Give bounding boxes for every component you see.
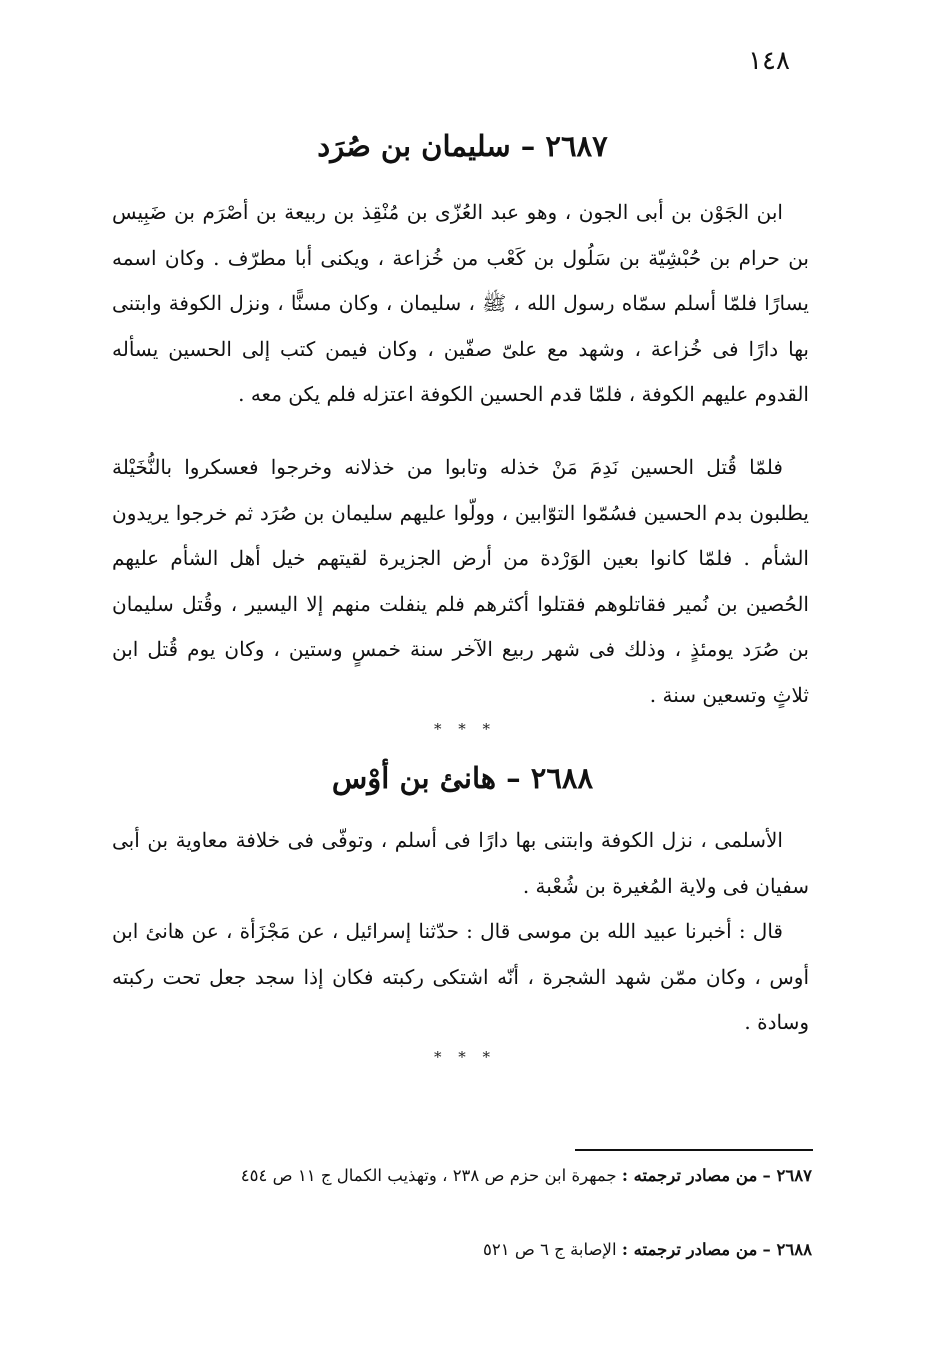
footnote — [112, 1158, 812, 1193]
footnote-label: من مصادر ترجمته : — [621, 1166, 758, 1185]
footnote-text: جمهرة ابن حزم ص ٢٣٨ ، وتهذيب الكمال ج ١١ ص ٤٥٤ — [240, 1166, 617, 1185]
entry-heading: ٢٦٨٨ – هانئ بن أوْس — [331, 761, 594, 795]
section-separator: * * * — [433, 720, 497, 738]
footnote — [112, 1232, 812, 1267]
section-separator: * * * — [433, 1048, 497, 1066]
footnote-label: من مصادر ترجمته : — [621, 1240, 758, 1259]
footnote-divider — [575, 1149, 813, 1151]
entry-paragraph: الأسلمى ، نزل الكوفة وابتنى بها دارًا فى أسلم ، وتوفّى فى خلافة معاوية بن أبى سفيان فى ولاية المُغيرة بن شُعْبة . — [112, 828, 809, 898]
page-number: ١٤٨ — [748, 46, 790, 76]
entry-heading: ٢٦٨٧ – سليمان بن صُرَد — [317, 129, 608, 163]
footnote-number: ٢٦٨٧ – — [762, 1166, 812, 1185]
footnote-text: الإصابة ج ٦ ص ٥٢١ — [483, 1240, 617, 1259]
entry-paragraph: ابن الجَوْن بن أبى الجون ، وهو عبد العُزّى بن مُنْقِذ بن ربيعة بن أصْرَم بن ضَبِيس بن حرام بن حُبْشِيّة بن سَلُول بن كَعْب من خُزاعة ، ويكنى أبا مطرّف . وكان اسمه يسارًا فلمّا أسلم سمّاه رسول الله ، ﷺ ، سليمان ، وكان مسنًّا ، ونزل الكوفة وابتنى بها دارًا فى خُزاعة ، وشهد مع علىّ صفّين ، وكان فيمن كتب إلى الحسين يسأله القدوم عليهم الكوفة ، فلمّا قدم الحسين الكوفة اعتزله فلم يكن معه . — [112, 200, 809, 406]
footnote-number: ٢٦٨٨ – — [762, 1240, 812, 1259]
entry-paragraph: قال : أخبرنا عبيد الله بن موسى قال : حدّثنا إسرائيل ، عن مَجْزَأة ، عن هانئ ابن أوس ، وكان ممّن شهد الشجرة ، أنّه اشتكى ركبته فكان إذا سجد جعل تحت ركبته وسادة . — [112, 919, 810, 1034]
entry-paragraph: فلمّا قُتل الحسين نَدِمَ مَنْ خذله وتابوا من خذلانه وخرجوا فعسكروا بالنُّخَيْلة يطلبون بدم الحسين فسُمّوا التوّابين ، وولّوا عليهم سليمان بن صُرَد ثم خرجوا يريدون الشأم . فلمّا كانوا بعين الوَرْدة من أرض الجزيرة لقيتهم خيل أهل الشأم عليهم الحُصين بن نُمير فقاتلوهم فقتلوا أكثرهم فلم ينفلت منهم إلا اليسير ، وقُتل سليمان بن صُرَد يومئذٍ ، وذلك فى شهر ربيع الآخر سنة خمسٍ وستين ، وكان يوم قُتل ابن ثلاثٍ وتسعين سنة . — [112, 455, 809, 707]
